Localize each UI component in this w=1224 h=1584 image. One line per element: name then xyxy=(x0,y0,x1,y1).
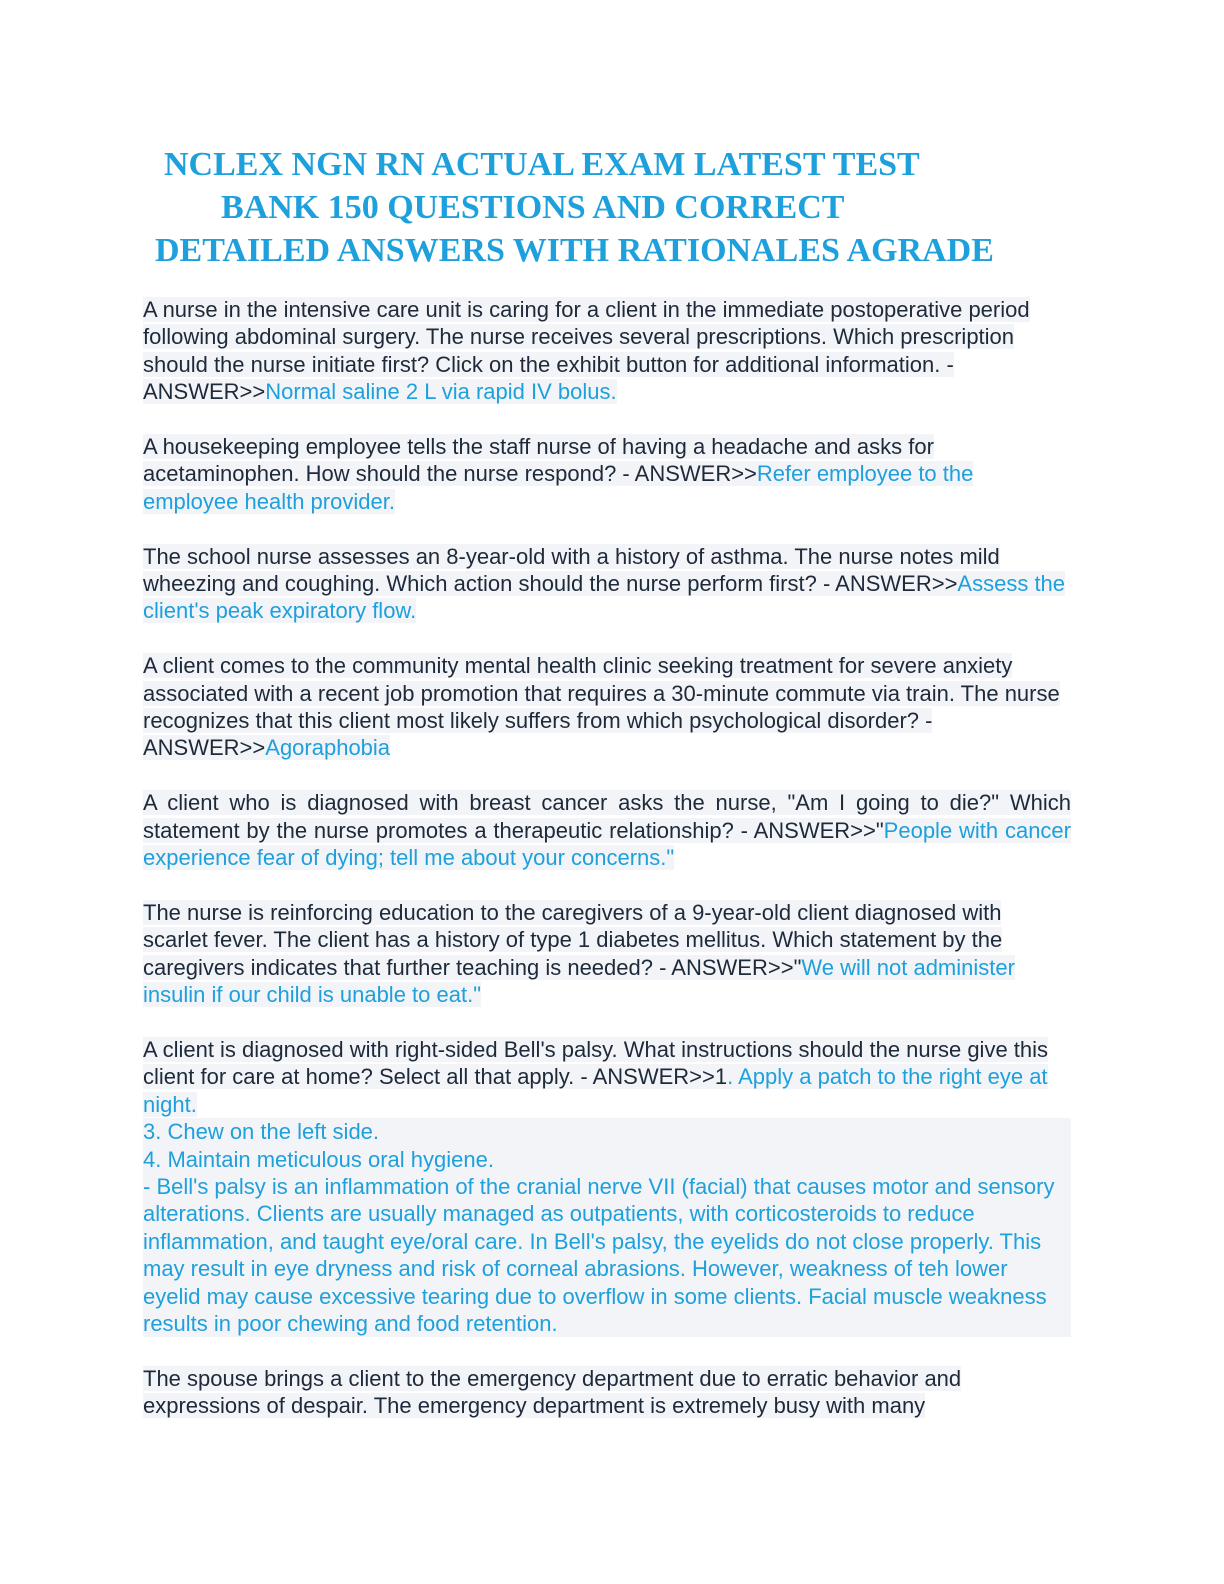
answer-text: People with cancer experience fear of dying; tell me about your concerns." xyxy=(143,817,1071,871)
answer-text: . Apply a patch to the right eye at night. xyxy=(143,1064,1048,1117)
qa-item-4 xyxy=(143,652,1071,762)
question-text: The spouse brings a client to the emergency department due to erratic behavior and expressions of despair. The emergency department is extremely busy with many xyxy=(143,1365,962,1419)
document-title xyxy=(0,143,1224,272)
qa-item-2 xyxy=(143,433,1071,515)
question-text: A client comes to the community mental health clinic seeking treatment for severe anxiety associated with a recent job promotion that requires a 30-minute commute via train. The nurse recognizes that this client most likely suffers from which psychological disorder? - ANSWER>> xyxy=(143,653,1060,761)
rationale-text: - Bell's palsy is an inflammation of the cranial nerve VII (facial) that causes motor and sensory alterations. Clients are usually managed as outpatients, with corticosteroids to reduce inflammation, and taught eye/oral care. In Bell's palsy, the eyelids do not close properly. This may result in eye dryness and risk of corneal abrasions. However, weakness of teh lower eyelid may cause excessive tearing due to overflow in some clients. Facial muscle weakness results in poor chewing and food retention. xyxy=(143,1173,1071,1337)
answer-text: Refer employee to the employee health provider. xyxy=(143,461,974,514)
answer-line: 4. Maintain meticulous oral hygiene. xyxy=(143,1146,1071,1173)
question-text: A housekeeping employee tells the staff nurse of having a headache and asks for acetaminophen. How should the nurse respond? - ANSWER>> xyxy=(143,434,934,487)
question-text: The school nurse assesses an 8-year-old with a history of asthma. The nurse notes mild wheezing and coughing. Which action should the nurse perform first? - ANSWER>> xyxy=(143,543,1000,597)
question-text: A nurse in the intensive care unit is caring for a client in the immediate postoperative period following abdominal surgery. The nurse receives several prescriptions. Which prescription should the nurse initiate first? Click on the exhibit button for additional information. - ANSWER>> xyxy=(143,297,1030,405)
qa-item-6 xyxy=(143,899,1071,1009)
question-list xyxy=(143,296,1071,1447)
question-text: The nurse is reinforcing education to the caregivers of a 9-year-old client diagnosed with scarlet fever. The client has a history of type 1 diabetes mellitus. Which statement by the caregivers indicates that further teaching is needed? - ANSWER>>" xyxy=(143,899,1003,980)
answer-text: Assess the client's peak expiratory flow. xyxy=(143,571,1066,624)
qa-item-3 xyxy=(143,543,1071,625)
qa-item-5 xyxy=(143,789,1071,871)
title-line-2: BANK 150 QUESTIONS AND CORRECT xyxy=(221,189,845,226)
answer-text: Normal saline 2 L via rapid IV bolus. xyxy=(265,379,617,405)
title-line-1: NCLEX NGN RN ACTUAL EXAM LATEST TEST xyxy=(164,146,920,183)
answer-text: We will not administer insulin if our child is unable to eat." xyxy=(143,954,1015,1008)
title-line-3: DETAILED ANSWERS WITH RATIONALES AGRADE xyxy=(155,232,994,269)
question-text: A client who is diagnosed with breast cancer asks the nurse, "Am I going to die?" Which statement by the nurse promotes a therapeutic relationship? - ANSWER>>" xyxy=(143,790,1071,843)
answer-text: Agoraphobia xyxy=(265,735,391,761)
qa-item-7 xyxy=(143,1036,1071,1337)
question-text: A client is diagnosed with right-sided Bell's palsy. What instructions should the nurse give this client for care at home? Select all that apply. - ANSWER>>1 xyxy=(143,1036,1049,1090)
qa-item-8 xyxy=(143,1365,1071,1420)
qa-item-1 xyxy=(143,296,1071,406)
answer-line: 3. Chew on the left side. xyxy=(143,1118,1071,1145)
